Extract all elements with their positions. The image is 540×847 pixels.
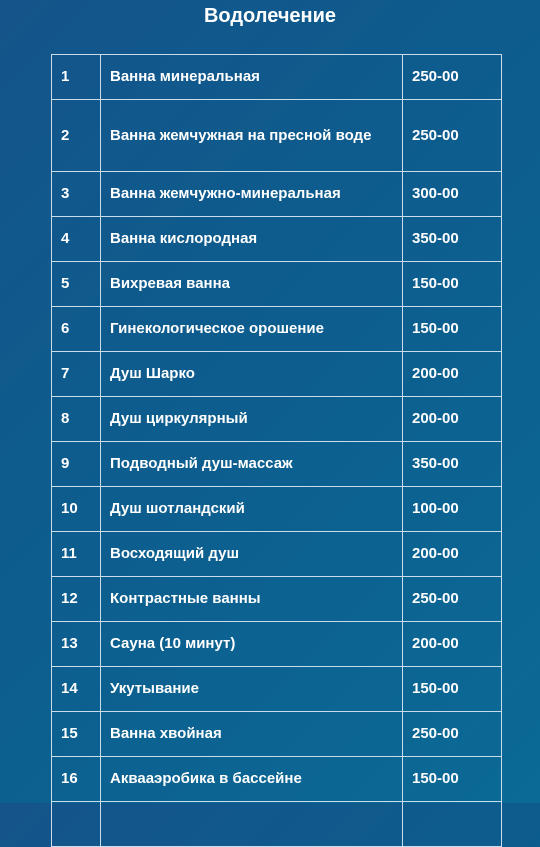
table-row: [52, 577, 502, 622]
service-number: 14: [52, 667, 101, 712]
service-name: Ванна жемчужно-минеральная: [101, 172, 403, 217]
service-price: 250-00: [403, 100, 502, 172]
service-number: 13: [52, 622, 101, 667]
service-name: Гинекологическое орошение: [101, 307, 403, 352]
service-price: [403, 802, 502, 847]
service-number: 15: [52, 712, 101, 757]
table-row: [52, 217, 502, 262]
service-number: 8: [52, 397, 101, 442]
table-row: [52, 55, 502, 100]
service-price: 250-00: [403, 55, 502, 100]
table-row: [52, 712, 502, 757]
service-price: 250-00: [403, 577, 502, 622]
service-name: Укутывание: [101, 667, 403, 712]
service-name: Душ Шарко: [101, 352, 403, 397]
table-row: [52, 487, 502, 532]
service-number: 16: [52, 757, 101, 802]
table-row: [52, 262, 502, 307]
service-name: Ванна минеральная: [101, 55, 403, 100]
service-number: [52, 802, 101, 847]
service-name: [101, 802, 403, 847]
service-price: 200-00: [403, 352, 502, 397]
service-price: 150-00: [403, 307, 502, 352]
table-row: [52, 442, 502, 487]
service-price: 150-00: [403, 667, 502, 712]
service-name: Душ циркулярный: [101, 397, 403, 442]
service-number: 1: [52, 55, 101, 100]
price-table: [51, 54, 502, 847]
service-name: Ванна жемчужная на пресной воде: [101, 100, 403, 172]
table-row: [52, 667, 502, 712]
service-name: Вихревая ванна: [101, 262, 403, 307]
service-price: 250-00: [403, 712, 502, 757]
table-row: [52, 532, 502, 577]
service-price: 200-00: [403, 622, 502, 667]
service-number: 2: [52, 100, 101, 172]
service-name: Контрастные ванны: [101, 577, 403, 622]
table-row: [52, 100, 502, 172]
service-number: 12: [52, 577, 101, 622]
page-title: Водолечение: [203, 5, 337, 27]
service-name: Аквааэробика в бассейне: [101, 757, 403, 802]
service-price: 200-00: [403, 532, 502, 577]
table-row: [52, 172, 502, 217]
service-number: 6: [52, 307, 101, 352]
service-name: Душ шотландский: [101, 487, 403, 532]
table-row: [52, 622, 502, 667]
service-price: 150-00: [403, 757, 502, 802]
service-price: 100-00: [403, 487, 502, 532]
table-row: [52, 307, 502, 352]
service-price: 150-00: [403, 262, 502, 307]
service-name: Подводный душ-массаж: [101, 442, 403, 487]
service-number: 11: [52, 532, 101, 577]
service-name: Сауна (10 минут): [101, 622, 403, 667]
service-number: 4: [52, 217, 101, 262]
service-name: Ванна хвойная: [101, 712, 403, 757]
service-name: Ванна кислородная: [101, 217, 403, 262]
service-name: Восходящий душ: [101, 532, 403, 577]
table-row: [52, 757, 502, 802]
service-price: 350-00: [403, 442, 502, 487]
service-price: 350-00: [403, 217, 502, 262]
service-number: 9: [52, 442, 101, 487]
service-number: 7: [52, 352, 101, 397]
table-row: [52, 397, 502, 442]
service-number: 10: [52, 487, 101, 532]
service-number: 5: [52, 262, 101, 307]
service-number: 3: [52, 172, 101, 217]
service-price: 200-00: [403, 397, 502, 442]
service-price: 300-00: [403, 172, 502, 217]
table-row: [52, 352, 502, 397]
table-row: [52, 802, 502, 847]
